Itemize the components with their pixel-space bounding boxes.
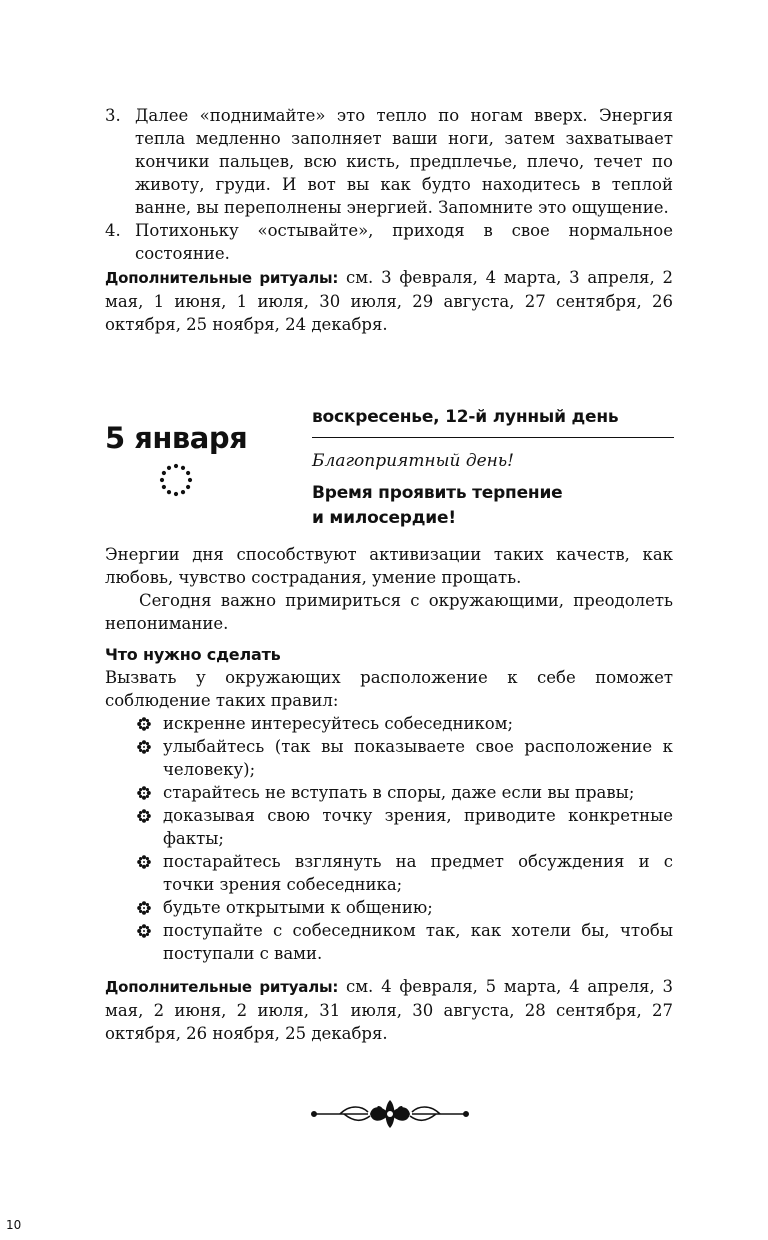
flower-icon: [137, 855, 151, 869]
favorable-day: Благоприятный день!: [312, 451, 514, 471]
section-intro: Вызвать у окружающих расположение к себе поможет соблюдение таких правил:: [105, 668, 673, 710]
flower-icon: [137, 924, 151, 938]
list-item: постарайтесь взглянуть на предмет обсуждения и с точки зрения собеседника;: [137, 850, 673, 896]
list-item: старайтесь не вступать в споры, даже если вы правы;: [137, 781, 673, 804]
list-item: улыбайтесь (так вы показываете свое расположение к человеку);: [137, 735, 673, 781]
intro-paragraph-1: Энергии дня способствуют активизации таких качеств, как любовь, чувство сострадания, умение прощать.: [105, 545, 673, 587]
list-item: будьте открытыми к общению;: [137, 896, 673, 919]
flower-icon: [137, 786, 151, 800]
rituals-top: [105, 266, 673, 336]
flower-icon: [137, 740, 151, 754]
flower-icon: [137, 901, 151, 915]
step-number: 3.: [105, 106, 121, 125]
motto-line-1: Время проявить терпение: [312, 483, 563, 503]
date-title: 5 января: [105, 421, 248, 455]
step-3: [105, 104, 673, 219]
weekday-lunar-day: воскресенье, 12-й лунный день: [312, 403, 674, 438]
rituals-label: Дополнительные ритуалы:: [105, 978, 339, 996]
list-item: поступайте с собеседником так, как хотели бы, чтобы поступали с вами.: [137, 919, 673, 965]
continued-steps: [105, 104, 673, 265]
list-item: доказывая свою точку зрения, приводите конкретные факты;: [137, 804, 673, 850]
page-number: 10: [6, 1218, 22, 1232]
flower-icon: [137, 717, 151, 731]
ornament-divider-icon: [310, 1096, 470, 1132]
step-text: Далее «поднимайте» это тепло по ногам вверх. Энергия тепла медленно заполняет ваши ноги, затем захватывает кончики пальцев, всю кисть, предплечье, плечо, течет по животу, груди. И вот вы как будто находитесь в теплой ванне, вы переполнены энергией. Запомните это ощущение.: [135, 106, 673, 217]
rituals-text: см. 3 февраля, 4 марта, 3 апреля, 2 мая, 1 июня, 1 июля, 30 июля, 29 августа, 27 сентября, 26 октября, 25 ноября, 24 декабря.: [105, 268, 673, 334]
section-heading: Что нужно сделать: [105, 645, 281, 664]
step-number: 4.: [105, 221, 121, 240]
intro-paragraph-2: Сегодня важно примириться с окружающими, преодолеть непонимание.: [105, 591, 673, 633]
list-item: искренне интересуйтесь собеседником;: [137, 712, 673, 735]
rituals-label: Дополнительные ритуалы:: [105, 269, 339, 287]
rituals-bottom: [105, 975, 673, 1045]
day-body: [105, 543, 673, 1045]
flower-icon: [137, 809, 151, 823]
sun-icon: [158, 462, 194, 498]
step-4: [105, 219, 673, 265]
day-motto: [312, 481, 674, 531]
rules-list: [105, 712, 673, 965]
step-text: Потихоньку «остывайте», приходя в свое нормальное состояние.: [135, 221, 673, 263]
motto-line-2: и милосердие!: [312, 508, 456, 528]
rituals-text: см. 4 февраля, 5 марта, 4 апреля, 3 мая, 2 июня, 2 июля, 31 июля, 30 августа, 28 сентября, 27 октября, 26 ноября, 25 декабря.: [105, 977, 673, 1043]
